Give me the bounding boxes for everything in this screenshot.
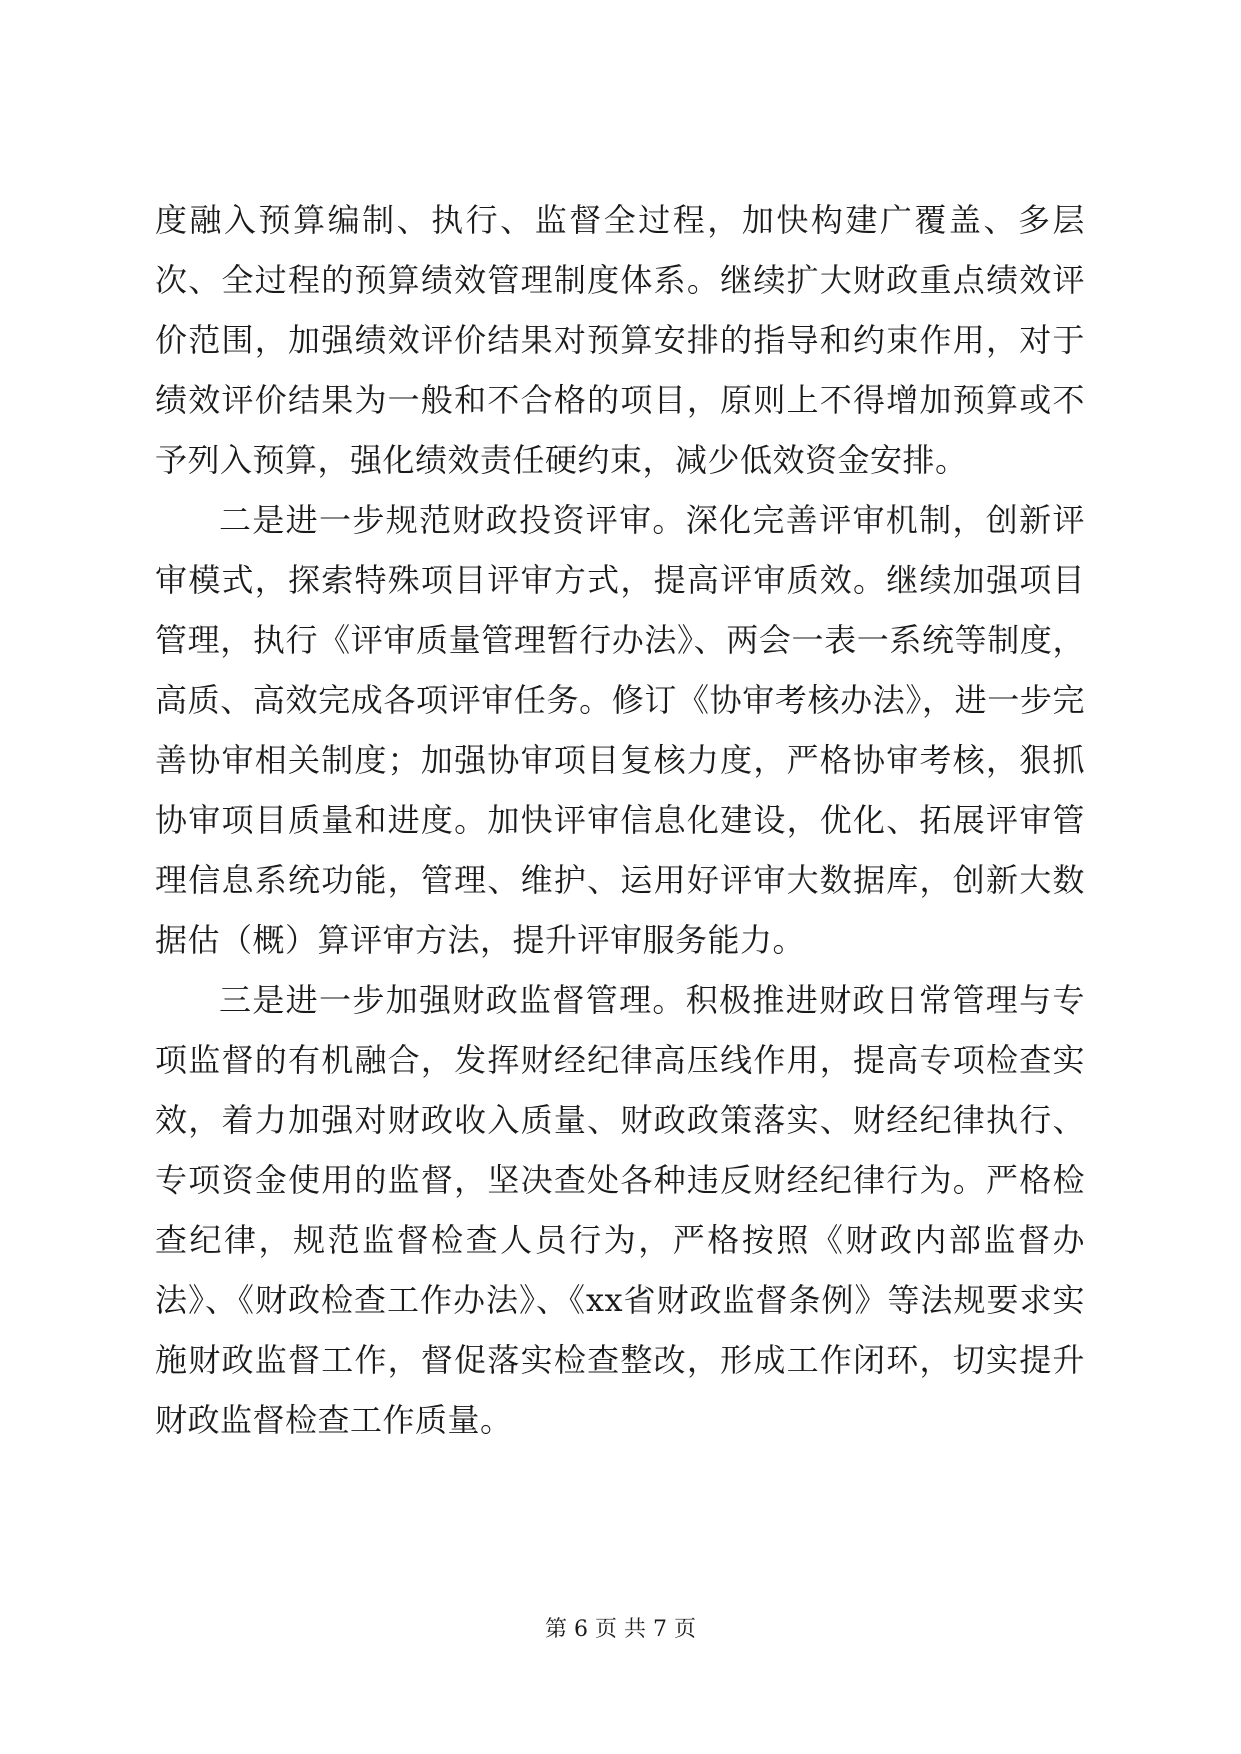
paragraph-2: 二是进一步规范财政投资评审。深化完善评审机制，创新评审模式，探索特殊项目评审方式，提高评审质效。继续加强项目管理，执行《评审质量管理暂行办法》、两会一表一系统等制度，高质、高效完成各项评审任务。修订《协审考核办法》，进一步完善协审相关制度；加强协审项目复核力度，严格协审考核，狠抓协审项目质量和进度。加快评审信息化建设，优化、拓展评审管理信息系统功能，管理、维护、运用好评审大数据库，创新大数据估（概）算评审方法，提升评审服务能力。 [155,501,1085,959]
page-footer: 第 6 页 共 7 页 [545,1617,696,1642]
paragraph-1: 度融入预算编制、执行、监督全过程，加快构建广覆盖、多层次、全过程的预算绩效管理制度体系。继续扩大财政重点绩效评价范围，加强绩效评价结果对预算安排的指导和约束作用，对于绩效评价结果为一般和不合格的项目，原则上不得增加预算或不予列入预算，强化绩效责任硬约束，减少低效资金安排。 [155,201,1085,479]
document-body [155,190,1085,1450]
paragraph-3: 三是进一步加强财政监督管理。积极推进财政日常管理与专项监督的有机融合，发挥财经纪律高压线作用，提高专项检查实效，着力加强对财政收入质量、财政政策落实、财经纪律执行、专项资金使用的监督，坚决查处各种违反财经纪律行为。严格检查纪律，规范监督检查人员行为，严格按照《财政内部监督办法》、《财政检查工作办法》、《xx省财政监督条例》等法规要求实施财政监督工作，督促落实检查整改，形成工作闭环，切实提升财政监督检查工作质量。 [155,981,1085,1439]
